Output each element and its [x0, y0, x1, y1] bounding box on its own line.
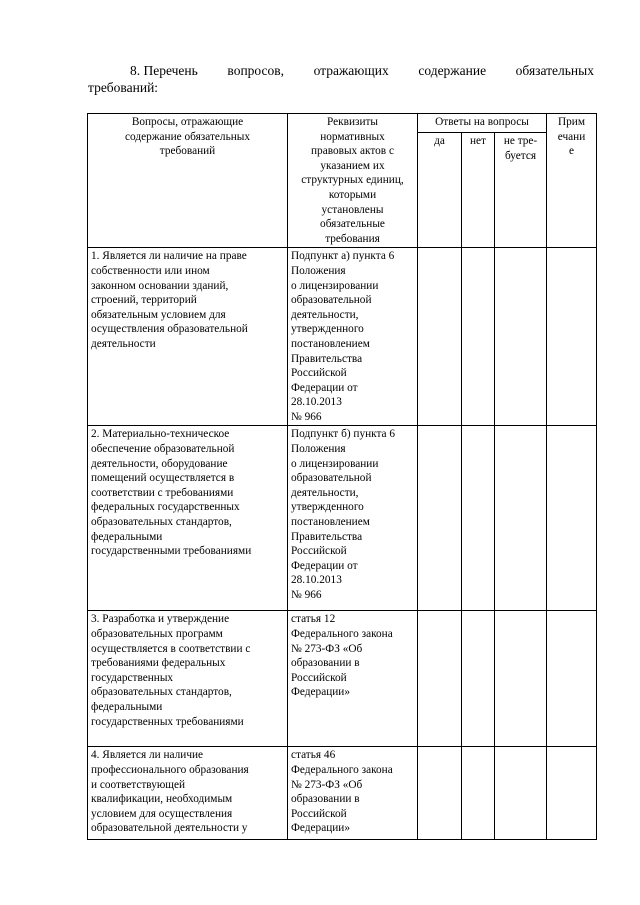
answer-no-cell[interactable] — [462, 426, 495, 611]
answer-no-cell[interactable] — [462, 611, 495, 747]
heading-line-2: требований: — [88, 80, 159, 95]
header-answers: Ответы на вопросы — [418, 114, 547, 133]
table-row — [88, 426, 597, 611]
answer-yes-cell[interactable] — [418, 248, 462, 426]
question-cell: 2. Материально-техническое обеспечение образовательной деятельности, оборудование помещений осуществляется в соответствии с требованиями федеральных государственных образовательных стандартов, федеральными государственными требованиями — [88, 426, 288, 611]
header-answer-no: нет — [462, 133, 495, 248]
requisite-cell: статья 46 Федерального закона № 273-ФЗ «Об образовании в Российской Федерации» — [288, 747, 418, 840]
heading-word: отражающих — [313, 63, 389, 78]
answer-na-cell[interactable] — [495, 611, 547, 747]
note-cell[interactable] — [547, 611, 597, 747]
question-cell: 3. Разработка и утверждение образовательных программ осуществляется в соответствии с требованиями федеральных государственных образовательных стандартов, федеральными государственных требованиями — [88, 611, 288, 747]
header-questions: Вопросы, отражающие содержание обязательных требований — [88, 114, 288, 248]
requirements-table — [87, 113, 597, 840]
answer-na-cell[interactable] — [495, 426, 547, 611]
table-header-row — [88, 114, 597, 133]
answer-na-cell[interactable] — [495, 747, 547, 840]
header-note: Прим ечани е — [547, 114, 597, 248]
heading-word: 8. Перечень — [130, 63, 198, 78]
requisite-cell: статья 12 Федерального закона № 273-ФЗ «Об образовании в Российской Федерации» — [288, 611, 418, 747]
table-row — [88, 747, 597, 840]
table-row — [88, 611, 597, 747]
requisite-cell: Подпункт б) пункта 6 Положения о лицензировании образовательной деятельности, утвержденного постановлением Правительства Российской Федерации от 28.10.2013 № 966 — [288, 426, 418, 611]
answer-na-cell[interactable] — [495, 248, 547, 426]
heading-line-1 — [88, 62, 594, 79]
answer-no-cell[interactable] — [462, 747, 495, 840]
requisite-cell: Подпункт а) пункта 6 Положения о лицензировании образовательной деятельности, утвержденного постановлением Правительства Российской Федерации от 28.10.2013 № 966 — [288, 248, 418, 426]
answer-yes-cell[interactable] — [418, 611, 462, 747]
heading-word: вопросов, — [227, 63, 284, 78]
note-cell[interactable] — [547, 248, 597, 426]
answer-yes-cell[interactable] — [418, 426, 462, 611]
header-requisites: Реквизиты нормативных правовых актов с указанием их структурных единиц, которыми установлены обязательные требования — [288, 114, 418, 248]
section-heading — [88, 62, 594, 96]
question-cell: 4. Является ли наличие профессионального образования и соответствующей квалификации, необходимым условием для осуществления образовательной деятельности у — [88, 747, 288, 840]
header-answer-yes: да — [418, 133, 462, 248]
question-cell: 1. Является ли наличие на праве собственности или ином законном основании зданий, строений, территорий обязательным условием для осуществления образовательной деятельности — [88, 248, 288, 426]
table-row — [88, 248, 597, 426]
note-cell[interactable] — [547, 747, 597, 840]
heading-word: содержание — [418, 63, 487, 78]
header-answer-na: не тре- буется — [495, 133, 547, 248]
note-cell[interactable] — [547, 426, 597, 611]
heading-word: обязательных — [515, 63, 594, 78]
answer-yes-cell[interactable] — [418, 747, 462, 840]
answer-no-cell[interactable] — [462, 248, 495, 426]
